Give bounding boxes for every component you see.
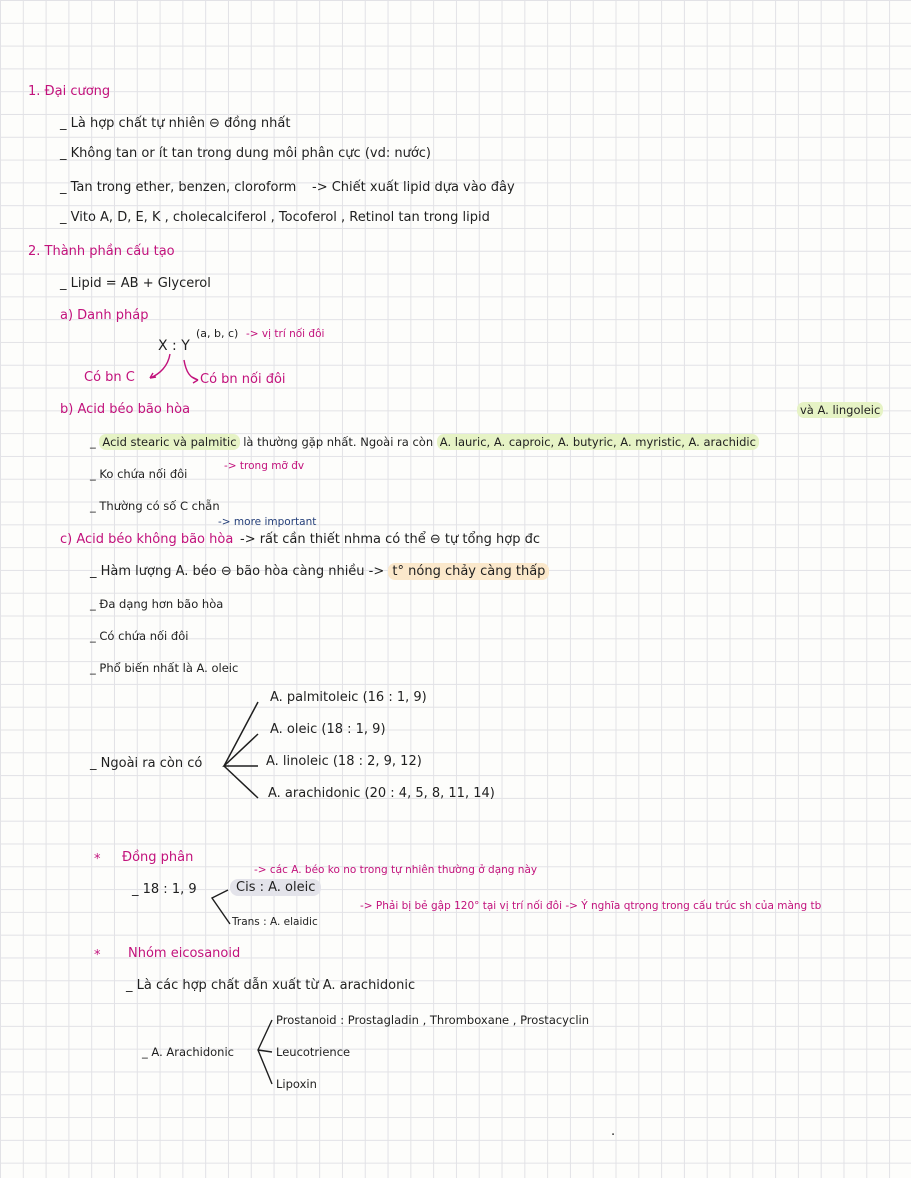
arrow-double-bond-count: [184, 360, 198, 380]
s1-line-1: _ Là hợp chất tự nhiên ⊖ đồng nhất: [60, 116, 291, 131]
notation-superscript-note: -> vị trí nối đôi: [246, 328, 325, 340]
eico-root: _ A. Arachidonic: [142, 1045, 234, 1059]
eico-title: Nhóm eicosanoid: [128, 946, 241, 961]
b-line-1: _ Acid stearic và palmitic là thường gặp nhất. Ngoài ra còn A. lauric, A. caproic, A. butyric, A. myristic, A. arachidic: [90, 434, 759, 450]
isomer-star: *: [94, 852, 101, 867]
notation-formula: X : Y: [158, 338, 190, 354]
stray-dot: ·: [611, 1128, 616, 1143]
others-fork-outer: [224, 702, 258, 798]
other-acid-4: A. arachidonic (20 : 4, 5, 8, 11, 14): [268, 786, 495, 801]
c-annotation: -> more important: [218, 516, 317, 528]
carbon-count-note: Có bn C: [84, 370, 135, 385]
isomer-title: Đồng phân: [122, 850, 194, 865]
arrow-carbon-count: [150, 354, 170, 378]
section-1-title: 1. Đại cương: [28, 84, 111, 99]
isomer-cis: Cis : A. oleic: [230, 880, 321, 896]
double-bond-count-note: Có bn nối đôi: [200, 372, 286, 387]
isomer-code: _ 18 : 1, 9: [132, 882, 197, 897]
lipid-formula: _ Lipid = AB + Glycerol: [60, 276, 211, 291]
notation-superscript: (a, b, c): [196, 327, 239, 340]
isomer-top-note: -> các A. béo ko no trong tự nhiên thường ở dạng này: [254, 864, 538, 876]
others-fork-inner: [224, 734, 258, 766]
b-side-note: và A. lingoleic: [797, 402, 883, 418]
other-acid-2: A. oleic (18 : 1, 9): [270, 722, 386, 737]
arrow-head-left: [150, 373, 156, 378]
isomer-fork: [212, 890, 230, 924]
s1-line-3: _ Tan trong ether, benzen, cloroform: [60, 180, 297, 195]
eico-branch-3: Lipoxin: [276, 1077, 317, 1091]
other-acid-3: A. linoleic (18 : 2, 9, 12): [266, 754, 422, 769]
eico-branch-2: Leucotrience: [276, 1045, 351, 1059]
s1-line-4: _ Vito A, D, E, K , cholecalciferol , Tocoferol , Retinol tan trong lipid: [60, 210, 490, 225]
c-title-note: -> rất cần thiết nhma có thể ⊖ tự tổng hợp đc: [240, 532, 541, 547]
s1-line-3-note: -> Chiết xuất lipid dựa vào đây: [312, 180, 515, 195]
c-line-3: _ Có chứa nối đôi: [90, 629, 189, 643]
eico-fork: [258, 1020, 272, 1084]
subsection-c-title: c) Acid béo không bão hòa: [60, 532, 234, 547]
isomer-trans-note: -> Phải bị bẻ gập 120° tại vị trí nối đôi -> Ý nghĩa qtrọng trong cấu trúc sh của màng tb: [360, 900, 822, 912]
s1-line-2: _ Không tan or ít tan trong dung môi phân cực (vd: nước): [60, 146, 432, 161]
other-acid-1: A. palmitoleic (16 : 1, 9): [270, 690, 427, 705]
others-label: _ Ngoài ra còn có: [90, 756, 203, 771]
eico-fork-mid: [258, 1050, 272, 1052]
c-line-4: _ Phổ biến nhất là A. oleic: [90, 661, 239, 675]
section-2-title: 2. Thành phần cấu tạo: [28, 244, 175, 259]
subsection-b-title: b) Acid béo bão hòa: [60, 402, 191, 417]
eico-line-1: _ Là các hợp chất dẫn xuất từ A. arachidonic: [126, 978, 416, 993]
b-line-2-note: -> trong mỡ đv: [224, 460, 305, 472]
arrow-head-right: [192, 377, 198, 383]
c-line-1: _ Hàm lượng A. béo ⊖ bão hòa càng nhiều -> t° nóng chảy càng thấp: [90, 564, 549, 580]
eico-star: *: [94, 948, 101, 963]
c-line-2: _ Đa dạng hơn bão hòa: [90, 597, 224, 611]
b-line-2: _ Ko chứa nối đôi: [90, 467, 188, 481]
b-line-3: _ Thường có số C chẵn: [90, 499, 220, 513]
isomer-trans: Trans : A. elaidic: [232, 916, 318, 928]
subsection-a-title: a) Danh pháp: [60, 308, 149, 323]
eico-branch-1: Prostanoid : Prostagladin , Thromboxane , Prostacyclin: [276, 1013, 589, 1027]
